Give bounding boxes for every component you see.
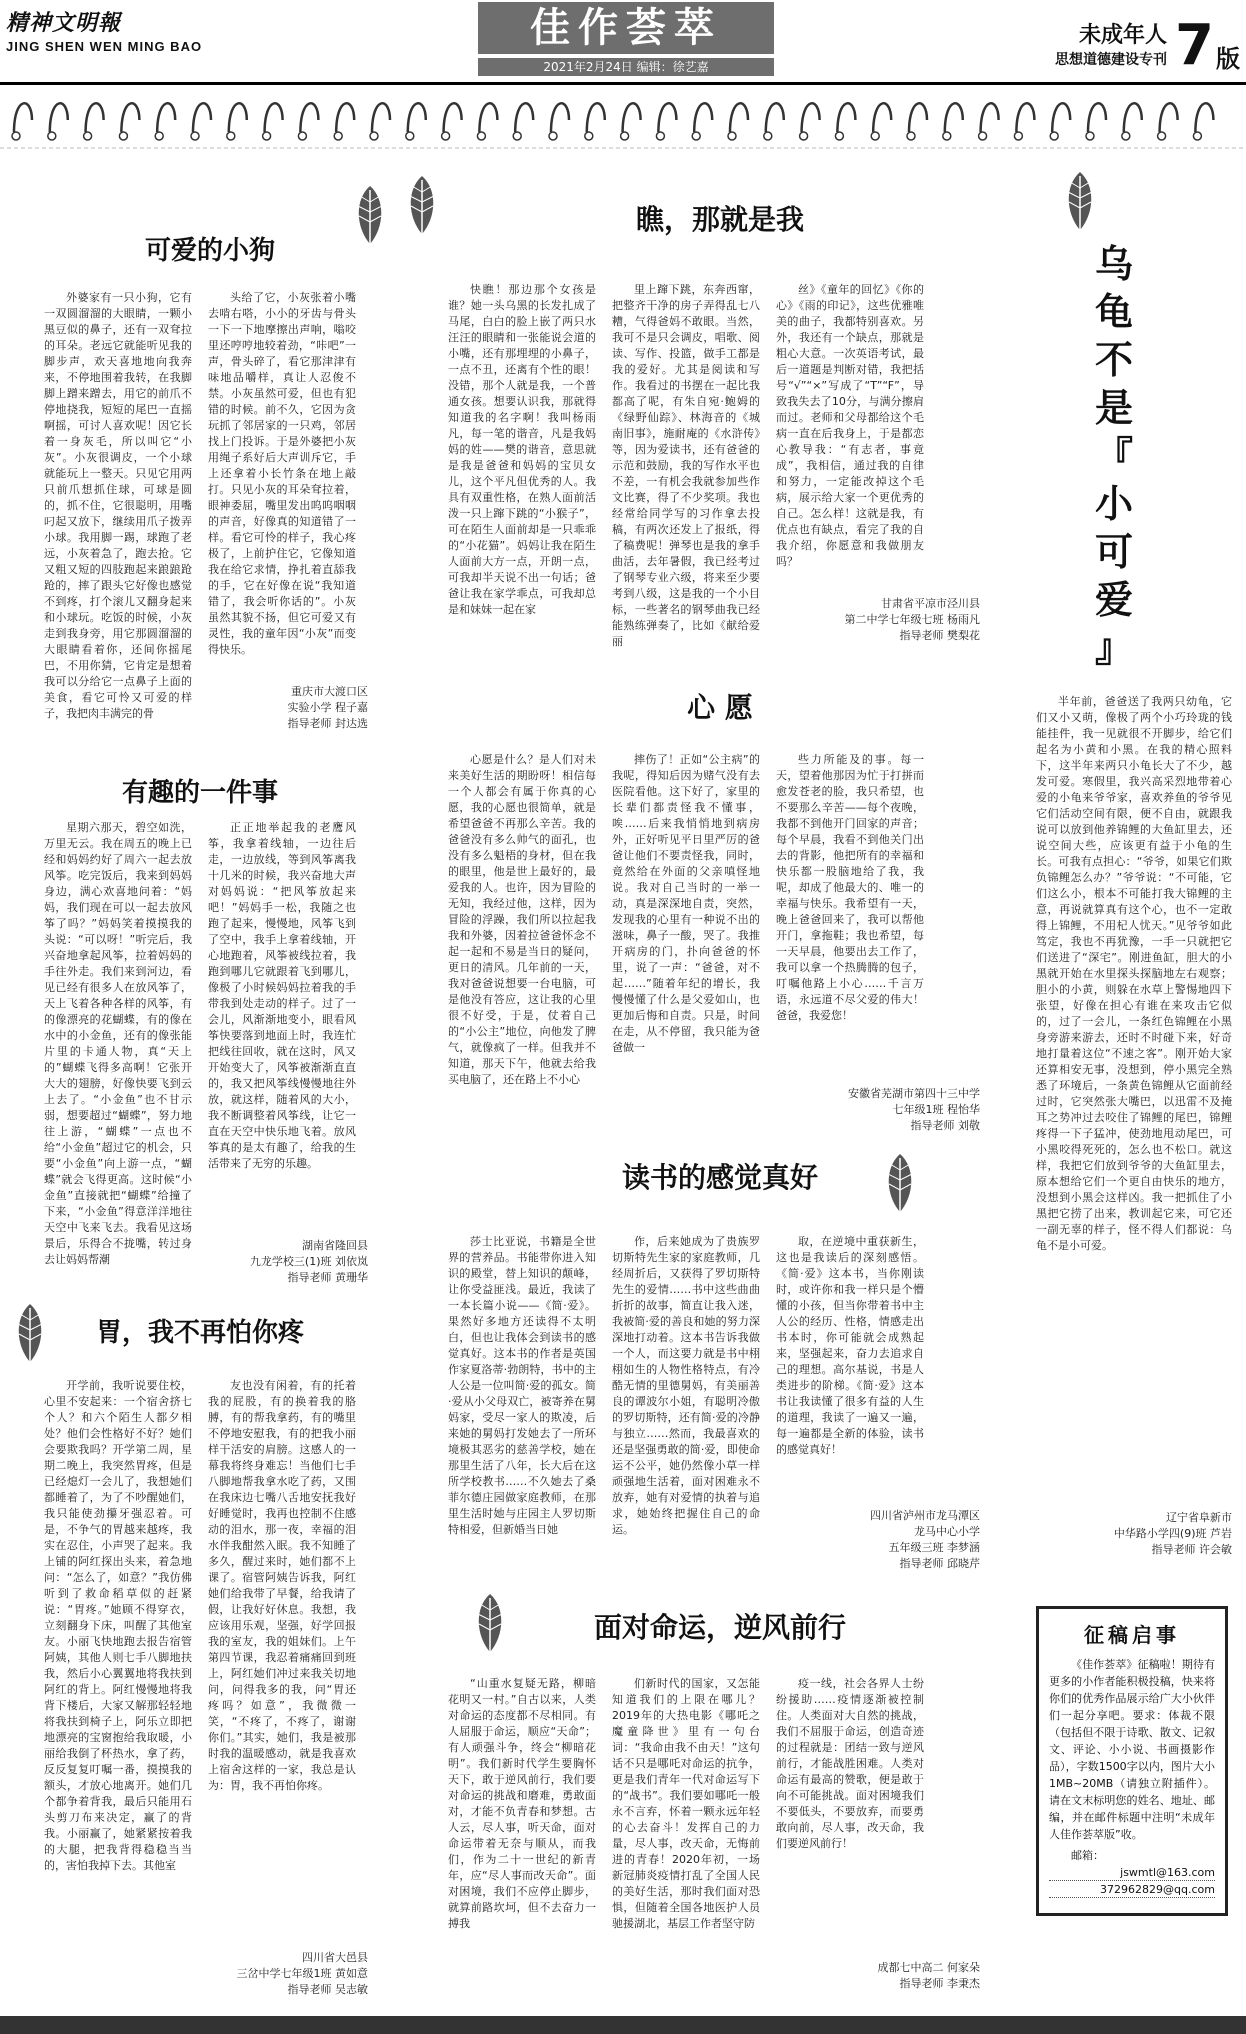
byline-author: 九龙学校三(1)班 刘依岚: [249, 1255, 368, 1268]
masthead: [0, 0, 1246, 82]
notebook-ring-icon: [1014, 103, 1034, 140]
notebook-ring-icon: [227, 103, 247, 140]
email-link-qq[interactable]: 372962829@qq.com: [1049, 1881, 1215, 1898]
feather-leaf-icon: [402, 172, 442, 242]
notebook-ring-icon: [871, 103, 891, 140]
notebook-ring-icon: [48, 103, 68, 140]
article-title-look: 瞧，那就是我: [635, 203, 804, 236]
byline-teacher: 指导老师 吴志敏: [287, 1983, 368, 1996]
article-body-fate-col3: [776, 1676, 924, 1948]
title-char: 不: [1094, 338, 1133, 382]
notebook-ring-icon: [191, 103, 211, 140]
notebook-ring-icon: [800, 103, 820, 140]
notebook-rings: [0, 86, 1246, 158]
article-body-reading-col3: [776, 1234, 924, 1490]
column-title: 未成年人: [1079, 23, 1168, 48]
byline-look: [770, 596, 980, 644]
paragraph: 里上蹿下跳，东奔西窜，把整齐干净的房子弄得乱七八糟，气得爸妈不敢眼。当然，我可不是只会调皮，唱歌、阅读、写作、投篮，做手工都是我的爱好。尤其是阅读和写作。我看过的书摆在一起比我都高了呢，有朱自宛·鲍姆的《绿野仙踪》、林海音的《城南旧事》，施耐庵的《水浒传》等，因为爱读书，还有爸爸的示范和鼓励，我的写作水平也不差，一有机会我就参加些作文比赛，得了不少奖项。我也经常给同学写的习作拿去投稿，有两次还发上了报纸，得了稿费呢！弹琴也是我的拿手曲活，去年暑假，我已经考过了钢琴专业六级，将来至少要考到八级，这是我的一个小目标，一些著名的钢琴曲我已经能熟练弹奏了，比如《献给爱丽: [612, 283, 760, 648]
byline-school: 安徽省芜湖市第四十三中学: [848, 1087, 980, 1100]
byline-teacher: 指导老师 黄珊华: [287, 1271, 368, 1284]
notebook-ring-icon: [406, 103, 426, 140]
paragraph: 半年前，爸爸送了我两只幼龟，它们又小又萌，像极了两个小巧玲珑的钱能挂件，我一见就很不开脚步，给它们起名为小黄和小黑。在我的精心照料下，这半年来两只小龟长大了不少，越发可爱。寒假里，我兴高采烈地带着心爱的小龟来爷爷家，喜欢养鱼的爷爷见它们活动空间有限，便不自由，就跟我说可以放到他养锦鲤的大鱼缸里去，还说空间大些，应该更有益于小龟的生长。可我有点担心：“爷爷，如果它们欺负锦鲤怎么办？”爷爷说：“不可能，它们这么小，根本不可能打我大锦鲤的主意，再说就算真有这个心，也不一定敢得上锦鲤，不用杞人忧天。”见爷爷如此笃定，我也不再犹豫，一手一只就把它们送进了“深宅”。刚进鱼缸，胆大的小黑就开始在水里探头探脑地左右观察；胆小的小黄，则躲在水草上警惕地四下张望，好像在担心有谁在来攻击它似的，过了一会儿，一条红色锦鲤在小黑身旁游来游去，还时不时碰下来，好奇地打量着这位“不速之客”。刚开始大家还算相安无事，没想到，停小黑完全熟悉了环境后，一条黄色锦鲤从它面前经过时，它突然张大嘴巴，以迅雷不及掩耳之势冲过去咬住了锦鲤的尾巴，锦鲤疼得一下子猛冲，使劲地甩动尾巴，可小黑咬得死死的，怎么也不松口。就这样，我把它们放到爷爷的大鱼缸里去，原本想给它们一个更自由快乐的地方，没想到小黑会这样凶。我一把抓住了小黑把它捞了出来，教训起它来，可它还一副无辜的样子，怪不得人们都说：乌龟不是小可爱。: [1036, 695, 1232, 1252]
title-char: 小: [1094, 482, 1133, 526]
notebook-ring-icon: [585, 103, 605, 140]
byline-teacher: 指导老师 樊梨花: [899, 629, 980, 642]
notice-text: 《佳作荟萃》征稿啦！期待有更多的小作者能积极投稿，快来将你们的优秀作品展示给广大小伙伴们一起分享吧。要求：体裁不限（包括但不限于诗歌、散文、记叙文、评论、小小说、书画摄影作品），字数1500字以内，图片大小1MB~20MB（请独立附插件）。请在文末标明您的姓名、地址、邮编，并在邮件标题中注明“未成年人佳作荟萃版”收。: [1049, 1658, 1215, 1841]
title-char: 可: [1094, 530, 1133, 574]
article-body-puppy-col2: [208, 290, 356, 656]
title-char: 爱: [1094, 578, 1133, 622]
call-for-submissions-box: [1036, 1606, 1228, 1916]
notebook-ring-icon: [835, 103, 855, 140]
article-body-look-col1: [448, 282, 596, 634]
byline-school: 湖南省隆回县: [302, 1239, 368, 1252]
paragraph: 心愿是什么？是人们对未来美好生活的期盼呀！相信每一个人都会有属于你真的心愿，我的心愿也很简单，就是希望爸爸不再那么辛苦。我的爸爸没有多么帅气的面孔，也没有多么魁梧的身材，但在我的眼里，他是世上最好的，最爱我的人。也许，因为冒险的无知，我经过他，这样，因为冒险的浮躁，我们所以拉起我我和外婆，因着拉爸爸怀念不起一起和不易是当日的疑问，更日的清风。几年前的一天，我对爸爸说想要一台电脑，可是他没有答应，这让我的心里很不好受，于是，仗着自己的“小公主”地位，向他发了脾气，就像疯了一样。但我并不知道，那天下午，他就去给我买电脑了，还在路上不小心: [448, 753, 596, 1086]
notebook-ring-icon: [1086, 103, 1106, 140]
paragraph: “山重水复疑无路，柳暗花明又一村。”自古以来，人类对命运的态度都不尽相同。有人屈服于命运，顺应“天命”；有人顽强斗争，终会“柳暗花明”。我们新时代学生要胸怀天下，敢于逆风前行，我们要对命运的挑战和磨难，勇敢面对，才能不负青春和梦想。古人云，尽人事，听天命，面对命运带着无奈与顺从，而我们，作为二十一世纪的新青年，应“尽人事而改天命”。面对困境，我们不应停止脚步，就算前路坎坷，但不去奋力一搏我: [448, 1677, 596, 1930]
column-subtitle: 思想道德建设专刊: [1055, 52, 1168, 68]
paragraph: 疫一线，社会各界人士纷纷援助……疫情逐渐被控制住。人类面对大自然的挑战，我们不屈服于命运，创造奇迹的过程就是：团结一致与逆风前行，才能战胜困难。人类对命运有最高的赞歌，便是敢于向不可能挑战。面对困境我们不要低头，不要放弃，而要勇敢向前，尽人事，改天命，我们要逆风前行！: [776, 1677, 924, 1850]
byline-school-2: 龙马中心小学: [914, 1525, 980, 1538]
notebook-ring-icon: [1122, 103, 1142, 140]
byline-reading: [790, 1508, 980, 1572]
email-link-163[interactable]: jswmtl@163.com: [1049, 1864, 1215, 1881]
byline-school: 辽宁省阜新市: [1166, 1511, 1232, 1524]
paragraph: 外婆家有一只小狗，它有一双圆溜溜的大眼睛，一颗小黑豆似的鼻子，还有一双耷拉的耳朵。老远它就能听见我的脚步声，欢天喜地地向我奔来，不停地围着我转，在我脚脚上蹭来蹭去，用它的前爪不停地挠我，短短的尾巴一直摇啊摇，可讨人喜欢呢！因它长着一身灰毛，所以叫它“小灰”。小灰很调皮，一个小球就能玩上一整天。只见它用两只前爪想抓住球，可球是圆的，抓不住，它很聪明，用嘴叼起又放下，继续用爪子拨弄小球。我用脚一踢，球跑了老远，小灰着急了，跑去抢。它又粗又短的四肢跑起来踉踉跄跄的，摔了跟头它好像也感觉不到疼，打个滚儿又翻身起来和小球玩。吃饭的时候，小灰走到我身旁，用它那圆溜溜的大眼睛看着你，还间你摇尾巴，不用你猜，它肯定是想着我可以分给它一点鼻子上面的美食，看它可怜又可爱的样子，我把肉丰满完的骨: [44, 291, 192, 720]
article-body-puppy-col1: [44, 290, 192, 736]
section-title: 佳作荟萃: [478, 2, 774, 54]
notebook-ring-icon: [442, 103, 462, 140]
title-char: 』: [1094, 626, 1133, 670]
notice-title: 征稿启事: [1084, 1623, 1180, 1647]
issue-date-editor: 2021年2月24日 编辑：徐艺嘉: [478, 58, 774, 76]
notebook-ring-icon: [1193, 103, 1213, 140]
notebook-ring-icon: [907, 103, 927, 140]
notebook-ring-icon: [764, 103, 784, 140]
byline-teacher: 指导老师 许会敏: [1151, 1543, 1232, 1556]
byline-author: 第二中学七年级七班 杨雨凡: [844, 613, 980, 626]
byline-stomach: [196, 1950, 368, 1998]
title-char: 是: [1094, 386, 1133, 430]
article-title-stomach: 胃，我不再怕你疼: [95, 1318, 304, 1348]
article-body-look-col2: [612, 282, 760, 648]
paragraph: 开学前，我听说要住校，心里不安起来：一个宿舍挤七个人？和六个陌生人都夕相处？他们会性格好不好？她们会要欺我吗？开学第二周，星期二晚上，我突然胃疼，但是已经熄灯一会儿了，我想她们都睡着了，为了不吵醒她们，我只能使劲攥牙强忍着。可是，不争气的胃越来越疼，我实在忍住，小声哭了起来。我上铺的阿红探出头来，着急地问：“怎么了，如意？”我仿佛听到了救命稻草似的赶紧说：“胃疼。”她顾不得穿衣，立刻翻身下床，叫醒了其他室友。小丽飞快地跑去报告宿管阿姨，其他人则七手八脚地扶我，然后小心翼翼地将我扶到阿红的背上。阿红慢慢地将我背下楼后，大家又解那轻轻地将我扶到椅子上，阿乐立即把地漂亮的宝窗抱给我取暖，小丽给我倒了杯热水，拿了药，反反复复叮嘱一番，摸摸我的额头，才放心地离开。她们几个都争着背我，最后只能用石头剪刀布来决定，赢了的背我。小丽赢了，她紧紧按着我的大腿，把我背得稳稳当当的，害怕我掉下去。其他室: [44, 1379, 192, 1872]
notebook-ring-icon: [370, 103, 390, 140]
notebook-ring-icon: [334, 103, 354, 140]
masthead-rule: [0, 82, 1246, 85]
footer-bar: [0, 2016, 1246, 2034]
paragraph: 作，后来她成为了贵族罗切斯特先生家的家庭教师，几经周折后，又获得了罗切斯特先生的爱情……书中这些曲曲折折的故事，简直让我入迷，我被简·爱的善良和她的努力深深地打动着。这本书告诉我做一个人，而这要力就是书中栩栩如生的人物性格特点，有冷酷无情的里德舅妈，有美丽善良的谭波尔小姐，有聪明冷傲的罗切斯特，还有简·爱的冷静与独立……然而，我最喜欢的还是坚强勇敢的简·爱，即使命运不公平，她仍然像小草一样顽强地生活着，面对困难永不放弃，她有对爱情的执着与追求，她始终把握住自己的命运。: [612, 1235, 760, 1536]
article-body-wish-col3: [776, 752, 924, 1078]
paragraph: 友也没有闲着，有的托着我的屁股，有的换着我的胳膊，有的帮我拿药，有的嘴里不停地安慰我，有的把我小丽样干活安的肩膀。这感人的一幕我将终身难忘！当他们七手八脚地帮我拿水吃了药，又围在我床边七嘴八舌地安抚我好好睡觉时，我再也控制不住感动的泪水，那一夜，幸福的泪水伴我酣然入眠。我不知睡了多久，醒过来时，她们都不上课了。宿管阿姨告诉我，阿红她们给我带了早餐，给我请了假，让我好好休息。我想，我应该用乐观，坚强，好学回报我的室友，我的姐妹们。上午第四节课，我忍着痛痛回到班上，阿红她们冲过来我关切地问，问得我多的我，问“胃还疼吗？如意”，我微微一笑，“不疼了，不疼了，谢谢你们。”其实，她们，我是被那时我的温暖感动，就是我喜欢上宿舍这样的一家，我总是认为：胃，我不再怕你疼。: [208, 1379, 356, 1792]
feather-leaf-icon: [350, 182, 390, 252]
article-body-stomach-col2: [208, 1378, 356, 1938]
notebook-ring-icon: [155, 103, 175, 140]
notebook-ring-icon: [477, 103, 497, 140]
paragraph: 丝》《童年的回忆》《你的心》《雨的印记》，这些优雅唯美的曲子，我都特别喜欢。另外，我还有一个缺点，那就是粗心大意。一次英语考试，最后一道题是判断对错，我把括号“√”“×”写成了“T”“F”，导致我失去了10分，与满分擦肩而过。老师和父母都给这个毛病一直在后我身上，于是都恋心教导我：“有志者，事竟成”，我相信，通过我的自律和努力，一定能改掉这个毛病，展示给大家一个更优秀的自己。怎么样！这就是我，有优点也有缺点，看完了我的自我介绍，你愿意和我做朋友吗？: [776, 283, 924, 568]
notebook-ring-icon: [1158, 103, 1178, 140]
notebook-ring-icon: [513, 103, 533, 140]
byline-author: 成都七中高二 何家朵: [877, 1961, 980, 1974]
paragraph: 取，在逆境中重获新生，这也是我读后的深刻感悟。《简·爱》这本书，当你刚读时，或许你和我一样只是个懵懂的小孩，但当你带着书中主人公的经历、性格，情感走出书本时，你可能就会成熟起来，坚强起来，奋力去追求自己的理想。高尔基说，书是人类进步的阶梯。《简·爱》这本书让我读懂了很多有益的人生的道理，我读了一遍又一遍，每一遍都是全新的体验，读书的感觉真好！: [776, 1235, 924, 1456]
byline-author: 实验小学 程子嘉: [287, 701, 368, 714]
article-title-puppy: 可爱的小狗: [144, 236, 275, 266]
edition-block: [1055, 13, 1240, 78]
notebook-ring-icon: [621, 103, 641, 140]
paragraph: 些力所能及的事。每一天，望着他那因为忙于打拼而愈发苍老的脸，我只希望，也不要那么辛苦——每个夜晚，我都不到他开门回家的声音；每个早晨，我看不到他关门出去的背影，他把所有的幸福和快乐都一股脑地给了我，我呢，却成了他最大的、唯一的幸福与快乐。我希望有一天，晚上爸爸回来了，我可以帮他开门，拿拖鞋；我也希望，每一天早晨，他要出去工作了，我可以拿一个热腾腾的包子，叮嘱他路上小心……千言万语，永远道不尽父爱的伟大！爸爸，我爱您！: [776, 753, 924, 1022]
byline-school: 四川省泸州市龙马潭区: [870, 1509, 980, 1522]
notebook-ring-icon: [12, 103, 32, 140]
page-number: 7: [1175, 13, 1214, 78]
byline-teacher: 指导老师 邱晓芹: [899, 1557, 980, 1570]
byline-fate: [800, 1960, 980, 1992]
byline-teacher: 指导老师 刘敬: [910, 1119, 980, 1132]
title-char: 龟: [1094, 290, 1133, 334]
email-label: 邮箱：: [1071, 1849, 1104, 1862]
article-body-fun-col1: [44, 820, 192, 1292]
byline-school: 甘肃省平凉市泾川县: [881, 597, 980, 610]
byline-author: 五年级三班 李梦涵: [888, 1541, 980, 1554]
article-body-reading-col1: [448, 1234, 596, 1602]
article-body-look-col3: [776, 282, 924, 572]
byline-author: 三岔中学七年级1班 黄如意: [236, 1967, 368, 1980]
paragraph: 头给了它，小灰张着小嘴去啃右嗒，小小的牙齿与骨头一下一下地摩擦出声响，嗡咬里还哼哼地较着劲，“咔吧”一声，骨头碎了，看它那津津有味地品嚼样，真让人忍俊不禁。小灰虽然可爱，但也有犯错的时候。前不久，它因为贪玩抓了邻居家的一只鸡，邻居找上门投诉。于是外婆把小灰用绳子系好后大声训斥它，手上还拿着小长竹条在地上敲打。只见小灰的耳朵耷拉着，眼神委屈，嘴里发出呜呜咽咽的声音，好像真的知道错了一样。看它可怜的样子，我心疼极了，上前护住它，它像知道我在给它求情，挣扎着直舔我的手，它在好像在说“我知道错了，我会听你话的”。小灰虽然其貌不扬，但它可爱又有灵性，我的童年因“小灰”而变得快乐。: [208, 291, 356, 656]
feather-leaf-icon: [470, 1590, 510, 1660]
paragraph: 莎士比亚说，书籍是全世界的营养品。书能带你进入知识的殿堂，替上知识的颠峰，让你受益匪浅。最近，我读了一本长篇小说——《简·爱》。果然好多地方还读得不太明白，但也让我体会到读书的感觉真好。这本书的作者是英国作家夏洛蒂·勃朗特，书中的主人公是一位叫简·爱的孤女。简·爱从小父母双亡，被寄养在舅妈家，受尽一家人的欺凌，后来她的舅妈打发她去了一所环境极其恶劣的慈善学校，她在那里生活了八年，长大后在这所学校教书……不久她去了桑菲尔德庄园做家庭教师，在那里生活时她与庄园主人罗切斯特相爱，但新婚当日她: [448, 1235, 596, 1536]
article-body-wish-col1: [448, 752, 596, 1134]
byline-fun: [200, 1238, 368, 1286]
title-char: 乌: [1094, 242, 1133, 286]
title-char: 『: [1094, 434, 1133, 478]
byline-school: 重庆市大渡口区: [291, 685, 368, 698]
paragraph: 星期六那天，碧空如洗，万里无云。我在周五的晚上已经和妈妈约好了周六一起去放风筝。吃完饭后，我来到妈妈身边，满心欢喜地问着：“妈妈，我们现在可以一起去放风筝了吗？”妈妈笑着摸摸我的头说：“可以呀！”听完后，我兴奋地拿起风筝，拉着妈妈的手往外走。我们来到河边，看见已经有很多人在放风筝了，天上飞着各种各样的风筝，有的像漂亮的花蝴蝶，有的像在水中的小金鱼，还有的像张能片里的卡通人物，真“天上的”蝴蝶飞得多高啊！它张开大大的翅膀，好像快要飞到云上去了。“小金鱼”也不甘示弱，想要超过“蝴蝶”，努力地往上游，“蝴蝶”一点也不给“小金鱼”超过它的机会，只要“小金鱼”向上游一点，“蝴蝶”就会飞得更高。这时候“小金鱼”直接就把“蝴蝶”给撞了下来，“小金鱼”得意洋洋地往天空中飞来飞去。我看见这场景后，乐得合不拢嘴，转过身去让妈妈帮潮: [44, 821, 192, 1266]
notebook-ring-icon: [692, 103, 712, 140]
byline-turtle: [1036, 1510, 1232, 1558]
paragraph: 正正地举起我的老鹰风筝，我拿着线轴，一边往后走，一边放线，等到风筝离我十几米的时候，我兴奋地大声对妈妈说：“把风筝放起来吧！”妈妈手一松，我随之也跑了起来，慢慢地，风筝飞到了空中，我手上拿着线轴，开心地跑着，风筝被线拉着，我跑到哪儿它就跟着飞到哪儿，像极了小时候妈妈拉着我的手带我到处走动的样子。过了一会儿，风渐渐地变小，眼看风筝快要落到地面上时，我连忙把线往回收，就在这时，风又开始变大了，风筝被渐渐直直的，我又把风筝线慢慢地往外放，就这样，随着风的大小，我不断调整着风筝线，让它一直在天空中快乐地飞着。放风筝真的是太有趣了，给我的生活带来了无穷的乐趣。: [208, 821, 356, 1170]
article-body-fun-col2: [208, 820, 356, 1220]
feather-leaf-icon: [1060, 168, 1100, 238]
article-title-fate: 面对命运，逆风前行: [593, 1611, 846, 1644]
article-body-turtle: [1036, 694, 1232, 1486]
article-body-fate-col1: [448, 1676, 596, 2006]
article-body-reading-col2: [612, 1234, 760, 1602]
notebook-ring-icon: [943, 103, 963, 140]
notebook-ring-icon: [84, 103, 104, 140]
notice-body: [1049, 1656, 1215, 1898]
notebook-ring-icon: [656, 103, 676, 140]
paragraph: 快瞧！那边那个女孩是谁？她一头乌黑的长发扎成了马尾，白白的脸上嵌了两只水汪汪的眼睛和一张能说会道的小嘴，还有那埋埋的小鼻子，一点不丑，还离有个性的眼！没错，那个人就是我，一个普通女孩。想要认识我，那就得知道我的名字啊！我叫杨雨凡，每一笔的谐音，凡是我妈妈的姓——樊的谐音，意思就是我是爸爸和妈妈的宝贝女儿，这个平凡但优秀的人。我具有双重性格，在熟人面前活泼一只上蹿下跳的“小猴子”，可在陌生人面前却是一只乖乖的“小花猫”。妈妈让我在陌生人面前大方一点，开朗一点，可我却半天说不出一句话；爸爸让我在家学乖点，可我却总是和妹妹一起在家: [448, 283, 596, 616]
notebook-ring-icon: [979, 103, 999, 140]
byline-author: 七年级1班 程怡华: [892, 1103, 980, 1116]
brand: [6, 6, 202, 54]
notebook-ring-icon: [298, 103, 318, 140]
feather-leaf-icon: [880, 1150, 920, 1220]
brand-name: 精神文明報: [6, 10, 122, 36]
byline-teacher: 指导老师 李秉杰: [899, 1977, 980, 1990]
article-body-wish-col2: [612, 752, 760, 1134]
article-title-turtle: [1084, 240, 1144, 672]
notebook-ring-icon: [1050, 103, 1070, 140]
notebook-ring-icon: [549, 103, 569, 140]
paragraph: 们新时代的国家，又怎能知道我们的上限在哪儿？2019年的大热电影《哪吒之魔童降世》里有一句台词：“我命由我不由天！”这句话不只是哪吒对命运的抗争，更是我们青年一代对命运写下的“战书”。我们要如哪吒一般永不言弃，怀着一颗永远年轻的心去奋斗！发挥自己的力量，尽人事，改天命，无悔前进的青春！2020年初，一场新冠肺炎疫情打乱了全国人民的美好生活，那时我们面对恐惧，但随着全国各地医护人员驰援湖北，基层工作者坚守防: [612, 1677, 760, 1930]
paragraph: 摔伤了！正如“公主病”的我呢，得知后因为赌气没有去医院看他。这下好了，家里的长辈们都责怪我不懂事，唉……后来我悄悄地到病房外，正好听见平日里严厉的爸爸让他们不要责怪我，同时，竟然给在外面的父亲嗔怪地说。我对自己当时的一举一动，真是深深地自责，突然，发现我的心里有一种说不出的滋味，鼻子一酸，哭了。我推开病房的门，扑向爸爸的怀里，说了一声：“爸爸，对不起……”随着年纪的增长，我慢慢懂了什么是父爱如山，也更加后悔和自责。只是，时间在走，从不停留，我只能为爸爸做一: [612, 753, 760, 1054]
brand-pinyin: JING SHEN WEN MING BAO: [6, 39, 203, 54]
feather-leaf-icon: [10, 1300, 50, 1370]
notebook-ring-icon: [119, 103, 139, 140]
byline-teacher: 指导老师 封达选: [287, 717, 368, 730]
notebook-ring-icon: [728, 103, 748, 140]
article-title-wish: 心 愿: [687, 691, 753, 724]
page-unit: 版: [1216, 45, 1240, 73]
notebook-ring-icon: [263, 103, 283, 140]
byline-author: 中华路小学四(9)班 芦岩: [1113, 1527, 1232, 1540]
byline-school: 四川省大邑县: [302, 1951, 368, 1964]
article-title-reading: 读书的感觉真好: [621, 1161, 818, 1194]
byline-wish: [780, 1086, 980, 1134]
article-body-fate-col2: [612, 1676, 760, 2006]
article-body-stomach-col1: [44, 1378, 192, 1998]
article-title-fun: 有趣的一件事: [121, 778, 278, 808]
byline-puppy: [208, 684, 368, 732]
